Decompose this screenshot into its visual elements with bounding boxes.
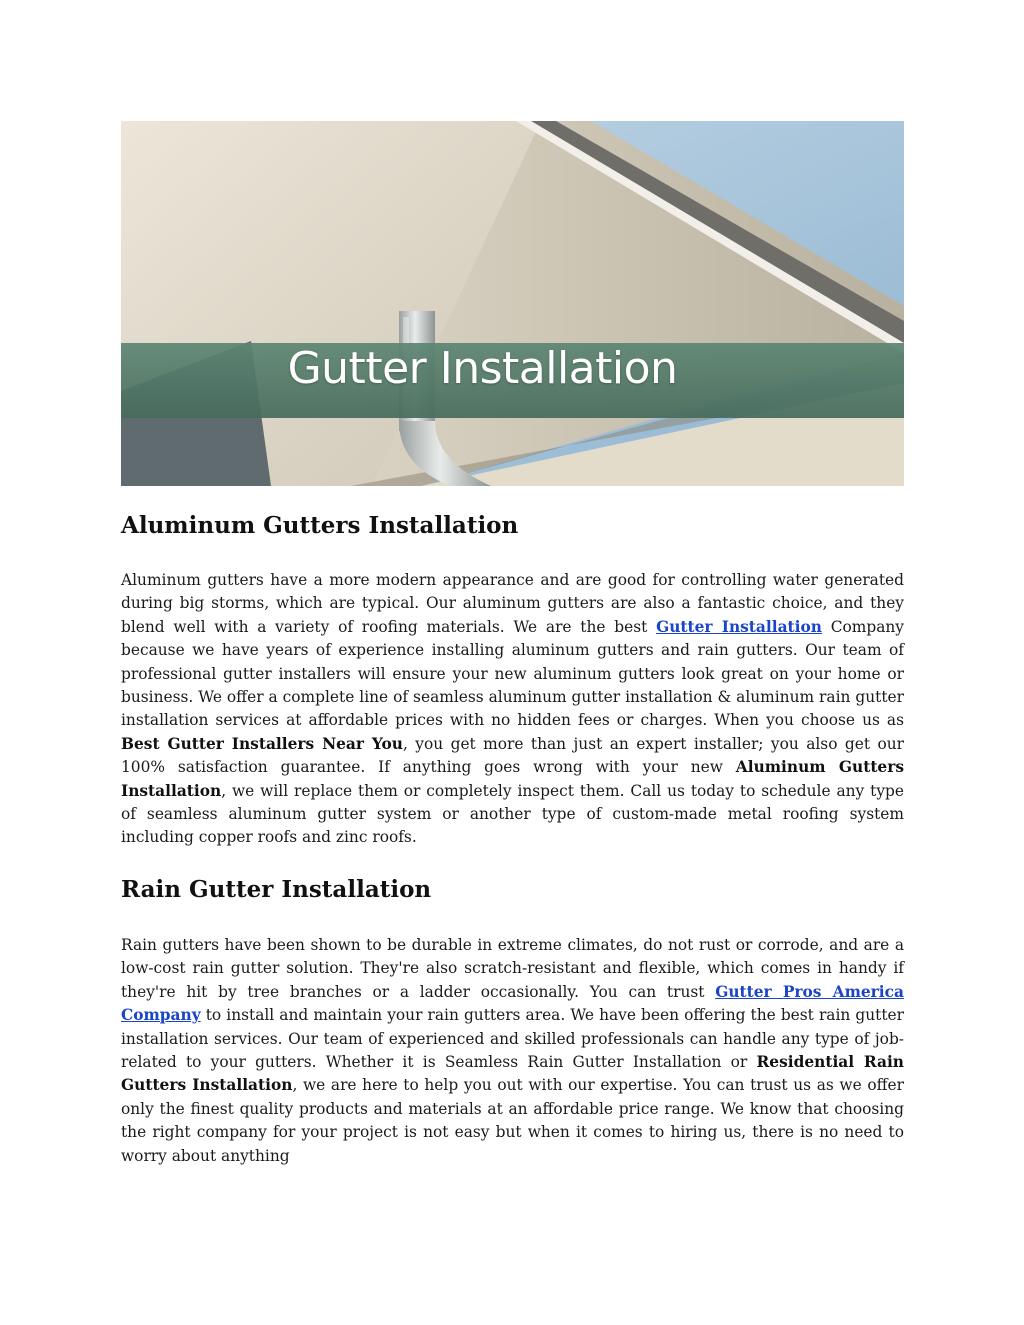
text-span: Aluminum gutters have a more modern appearance and are good for controlling water generated during big storms, which are typical. Our aluminum gutters are also a fantastic choice, and they blend well with a variety of roofing materials. We are the best	[121, 571, 904, 636]
paragraph-rain-gutter	[121, 934, 904, 1168]
bold-residential-rain-gutters: Residential Rain Gutters Installation	[121, 1052, 904, 1095]
text-span: , you get more than just an expert installer; you also get our 100% satisfaction guarantee. If anything goes wrong with your new	[121, 734, 904, 777]
link-gutter-installation[interactable]: Gutter Installation	[656, 617, 822, 636]
text-span: Rain gutters have been shown to be durable in extreme climates, do not rust or corrode, and are a low-cost rain gutter solution. They're also scratch-resistant and flexible, which comes in handy if they're hit by tree branches or a ladder occasionally. You can trust	[121, 935, 904, 1001]
heading-rain-gutter: Rain Gutter Installation	[121, 875, 432, 903]
gutter-photo	[121, 121, 904, 486]
text-span: , we will replace them or completely inspect them. Call us today to schedule any type of seamless aluminum gutter system or another type of custom-made metal roofing system including copper roofs and zinc roofs.	[121, 781, 904, 847]
heading-aluminum-gutters: Aluminum Gutters Installation	[121, 512, 519, 539]
bold-aluminum-gutters-installation: Aluminum Gutters Installation	[121, 758, 904, 800]
paragraph-aluminum-gutters	[121, 569, 904, 850]
text-span: Company because we have years of experience installing aluminum gutters and rain gutters. Our team of professional gutter installers will ensure your new aluminum gutters look great on your home or business. We offer a complete line of seamless aluminum gutter installation & aluminum rain gutter installation services at affordable prices with no hidden fees or charges. When you choose us as	[121, 617, 904, 730]
article	[121, 505, 904, 1168]
link-gutter-pros-america[interactable]: Gutter Pros America Company	[121, 982, 904, 1025]
hero-caption: Gutter Installation	[287, 343, 678, 394]
hero-image	[121, 121, 904, 486]
bold-best-gutter-installers: Best Gutter Installers Near You	[121, 734, 403, 753]
text-span: to install and maintain your rain gutters area. We have been offering the best rain gutter installation services. Our team of experienced and skilled professionals can handle any type of job-related to your gutters. Whether it is Seamless Rain Gutter Installation or	[121, 1006, 904, 1071]
text-span: , we are here to help you out with our expertise. You can trust us as we offer only the finest quality products and materials at an affordable price range. We know that choosing the right company for your project is not easy but when it comes to hiring us, there is no need to worry about anything	[121, 1076, 904, 1165]
